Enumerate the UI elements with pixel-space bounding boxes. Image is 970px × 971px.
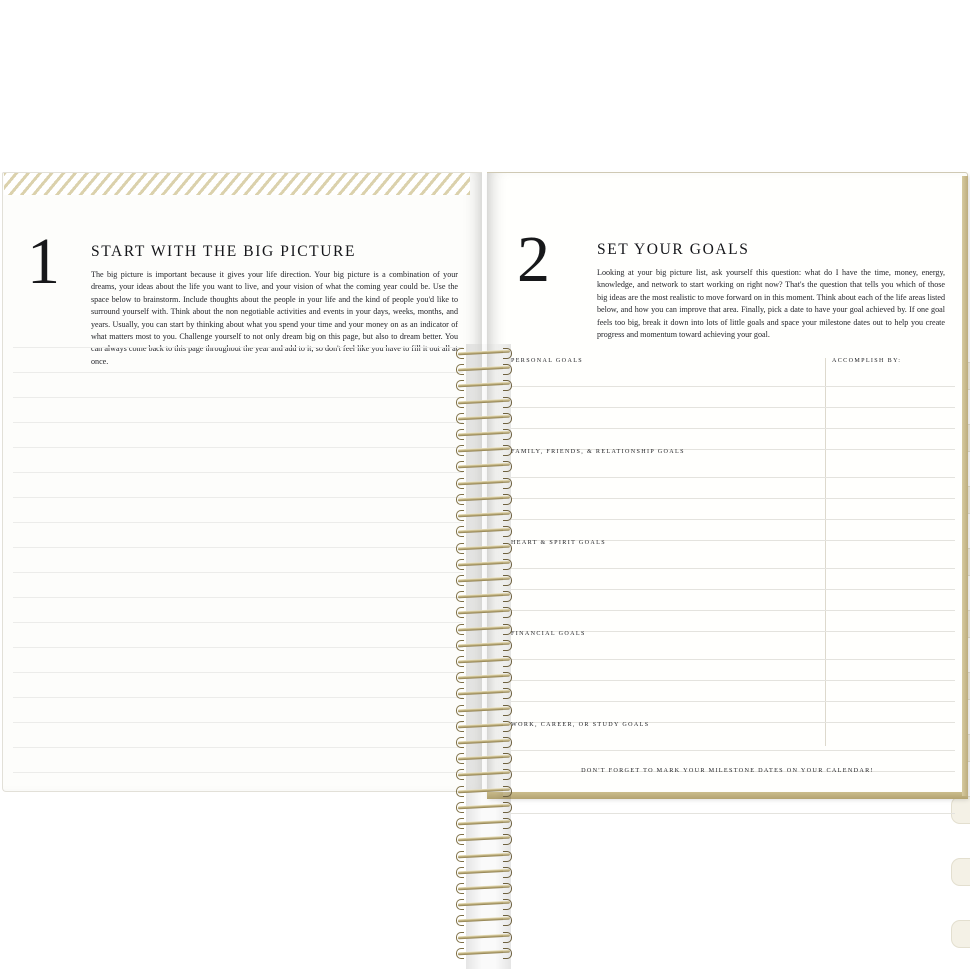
brainstorm-line[interactable]	[13, 523, 463, 548]
spiral-binding	[455, 348, 515, 964]
brainstorm-line[interactable]	[13, 348, 463, 373]
left-page	[2, 172, 482, 792]
left-page-title: START WITH THE BIG PICTURE	[91, 243, 357, 260]
goal-section-label: WORK, CAREER, OR STUDY GOALS	[511, 722, 650, 728]
spiral-coil	[455, 705, 513, 714]
step-number-1: 1	[27, 225, 59, 298]
spiral-coil	[455, 802, 513, 811]
brainstorm-line[interactable]	[13, 373, 463, 398]
brainstorm-line[interactable]	[13, 323, 463, 348]
goal-line[interactable]	[511, 611, 955, 632]
brainstorm-line[interactable]	[13, 698, 463, 723]
spiral-coil	[455, 526, 513, 535]
spiral-coil	[455, 834, 513, 843]
spiral-coil	[455, 607, 513, 616]
spiral-coil	[455, 948, 513, 957]
spiral-coil	[455, 624, 513, 633]
spiral-coil	[455, 721, 513, 730]
spiral-coil	[455, 413, 513, 422]
goal-write-lines[interactable]	[511, 639, 955, 723]
brainstorm-line[interactable]	[13, 548, 463, 573]
step-number-2: 2	[517, 223, 549, 296]
brainstorm-ruled-area[interactable]	[13, 323, 463, 763]
spiral-coil	[455, 867, 513, 876]
spiral-coil	[455, 364, 513, 373]
goal-block	[511, 540, 955, 632]
goal-line[interactable]	[511, 366, 955, 387]
spiral-coil	[455, 461, 513, 470]
spiral-coil	[455, 883, 513, 892]
goal-line[interactable]	[511, 590, 955, 611]
goal-line[interactable]	[511, 387, 955, 408]
goal-write-lines[interactable]	[511, 457, 955, 541]
spiral-coil	[455, 559, 513, 568]
right-page-header	[597, 241, 947, 341]
goal-section-label: FINANCIAL GOALS	[511, 631, 586, 637]
goal-line[interactable]	[511, 660, 955, 681]
goal-line[interactable]	[511, 520, 955, 541]
spiral-coil	[455, 543, 513, 552]
spiral-coil	[455, 932, 513, 941]
brainstorm-line[interactable]	[13, 748, 463, 773]
brainstorm-line[interactable]	[13, 448, 463, 473]
goal-line[interactable]	[511, 569, 955, 590]
spiral-coil	[455, 348, 513, 357]
spiral-coil	[455, 397, 513, 406]
spiral-coil	[455, 688, 513, 697]
spiral-coil	[455, 753, 513, 762]
brainstorm-line[interactable]	[13, 648, 463, 673]
goal-line[interactable]	[511, 478, 955, 499]
brainstorm-line[interactable]	[13, 498, 463, 523]
spiral-coil	[455, 591, 513, 600]
goal-write-lines[interactable]	[511, 366, 955, 450]
brainstorm-line[interactable]	[13, 423, 463, 448]
left-page-body: The big picture is important because it gives your life direction. Your big picture is a combination of your dreams, your ideas about the life you want to live, and your vision of what the coming year could be. Use the space below to brainstorm. Include thoughts about the people in your life and the kind of people you'd like to surround yourself with. Think about the non negotiable activities and events in your days, weeks, months, and years. Usually, you can start by thinking about what you spend your time and your money on as an indicator of what matters most to you. Challenge yourself to not only dream big on this page, but also to dream better. You can always come back to this page throughout the year and add to it, so don't feel like you have to fill it out all at once.	[91, 270, 458, 366]
spiral-coil	[455, 510, 513, 519]
goal-line[interactable]	[511, 772, 955, 793]
goal-line[interactable]	[511, 457, 955, 478]
spiral-coil	[455, 769, 513, 778]
brainstorm-line[interactable]	[13, 598, 463, 623]
page-tab-notch	[951, 858, 970, 886]
spiral-coil	[455, 915, 513, 924]
goal-line[interactable]	[511, 499, 955, 520]
brainstorm-line[interactable]	[13, 673, 463, 698]
spiral-coil	[455, 640, 513, 649]
page-gilded-edge-bottom	[487, 792, 968, 799]
spiral-coil	[455, 575, 513, 584]
spiral-coil	[455, 429, 513, 438]
goal-section-label: HEART & SPIRIT GOALS	[511, 540, 606, 546]
brainstorm-line[interactable]	[13, 573, 463, 598]
goal-line[interactable]	[511, 408, 955, 429]
spiral-coil	[455, 494, 513, 503]
goal-block	[511, 449, 955, 541]
footnote-reminder: DON'T FORGET TO MARK YOUR MILESTONE DATES ON YOUR CALENDAR!	[581, 767, 874, 774]
brainstorm-line[interactable]	[13, 473, 463, 498]
goal-line[interactable]	[511, 681, 955, 702]
right-page-body: Looking at your big picture list, ask yourself this question: what do I have the time, money, energy, knowledge, and network to start working on right now? That's the question that tells you which of those big ideas are the most realistic to move forward on in this moment. Think about each of the life areas listed below, and how you can improve that area. Finally, pick a date to have your goal achieved by. If one goal feels too big, break it down into lots of little goals and space your milestone dates out to help you create progress and momentum toward achieving your goal.	[597, 268, 945, 340]
spiral-coil	[455, 737, 513, 746]
brainstorm-line[interactable]	[13, 398, 463, 423]
spiral-coil	[455, 478, 513, 487]
goal-section-label: PERSONAL GOALS	[511, 358, 583, 364]
spiral-coil	[455, 445, 513, 454]
goal-line[interactable]	[511, 639, 955, 660]
goal-sections	[511, 358, 955, 768]
goal-line[interactable]	[511, 429, 955, 450]
page-tab-notch	[951, 920, 970, 948]
planner-spread	[0, 172, 970, 802]
spiral-coil	[455, 899, 513, 908]
goal-block	[511, 358, 955, 450]
right-page-title: SET YOUR GOALS	[597, 241, 750, 258]
goal-write-lines[interactable]	[511, 548, 955, 632]
brainstorm-line[interactable]	[13, 623, 463, 648]
brainstorm-line[interactable]	[13, 723, 463, 748]
spiral-coil	[455, 818, 513, 827]
spiral-coil	[455, 786, 513, 795]
goal-line[interactable]	[511, 730, 955, 751]
goal-line[interactable]	[511, 702, 955, 723]
spiral-coil	[455, 672, 513, 681]
goal-line[interactable]	[511, 548, 955, 569]
page-gilded-edge-side	[962, 176, 968, 796]
accomplish-by-label: ACCOMPLISH BY:	[832, 358, 902, 364]
spiral-coil	[455, 851, 513, 860]
spiral-coil	[455, 380, 513, 389]
spiral-coil	[455, 656, 513, 665]
left-page-stripe-band	[4, 173, 470, 195]
goal-section-label: FAMILY, FRIENDS, & RELATIONSHIP GOALS	[511, 449, 685, 455]
goal-block	[511, 631, 955, 723]
right-page	[487, 172, 968, 797]
